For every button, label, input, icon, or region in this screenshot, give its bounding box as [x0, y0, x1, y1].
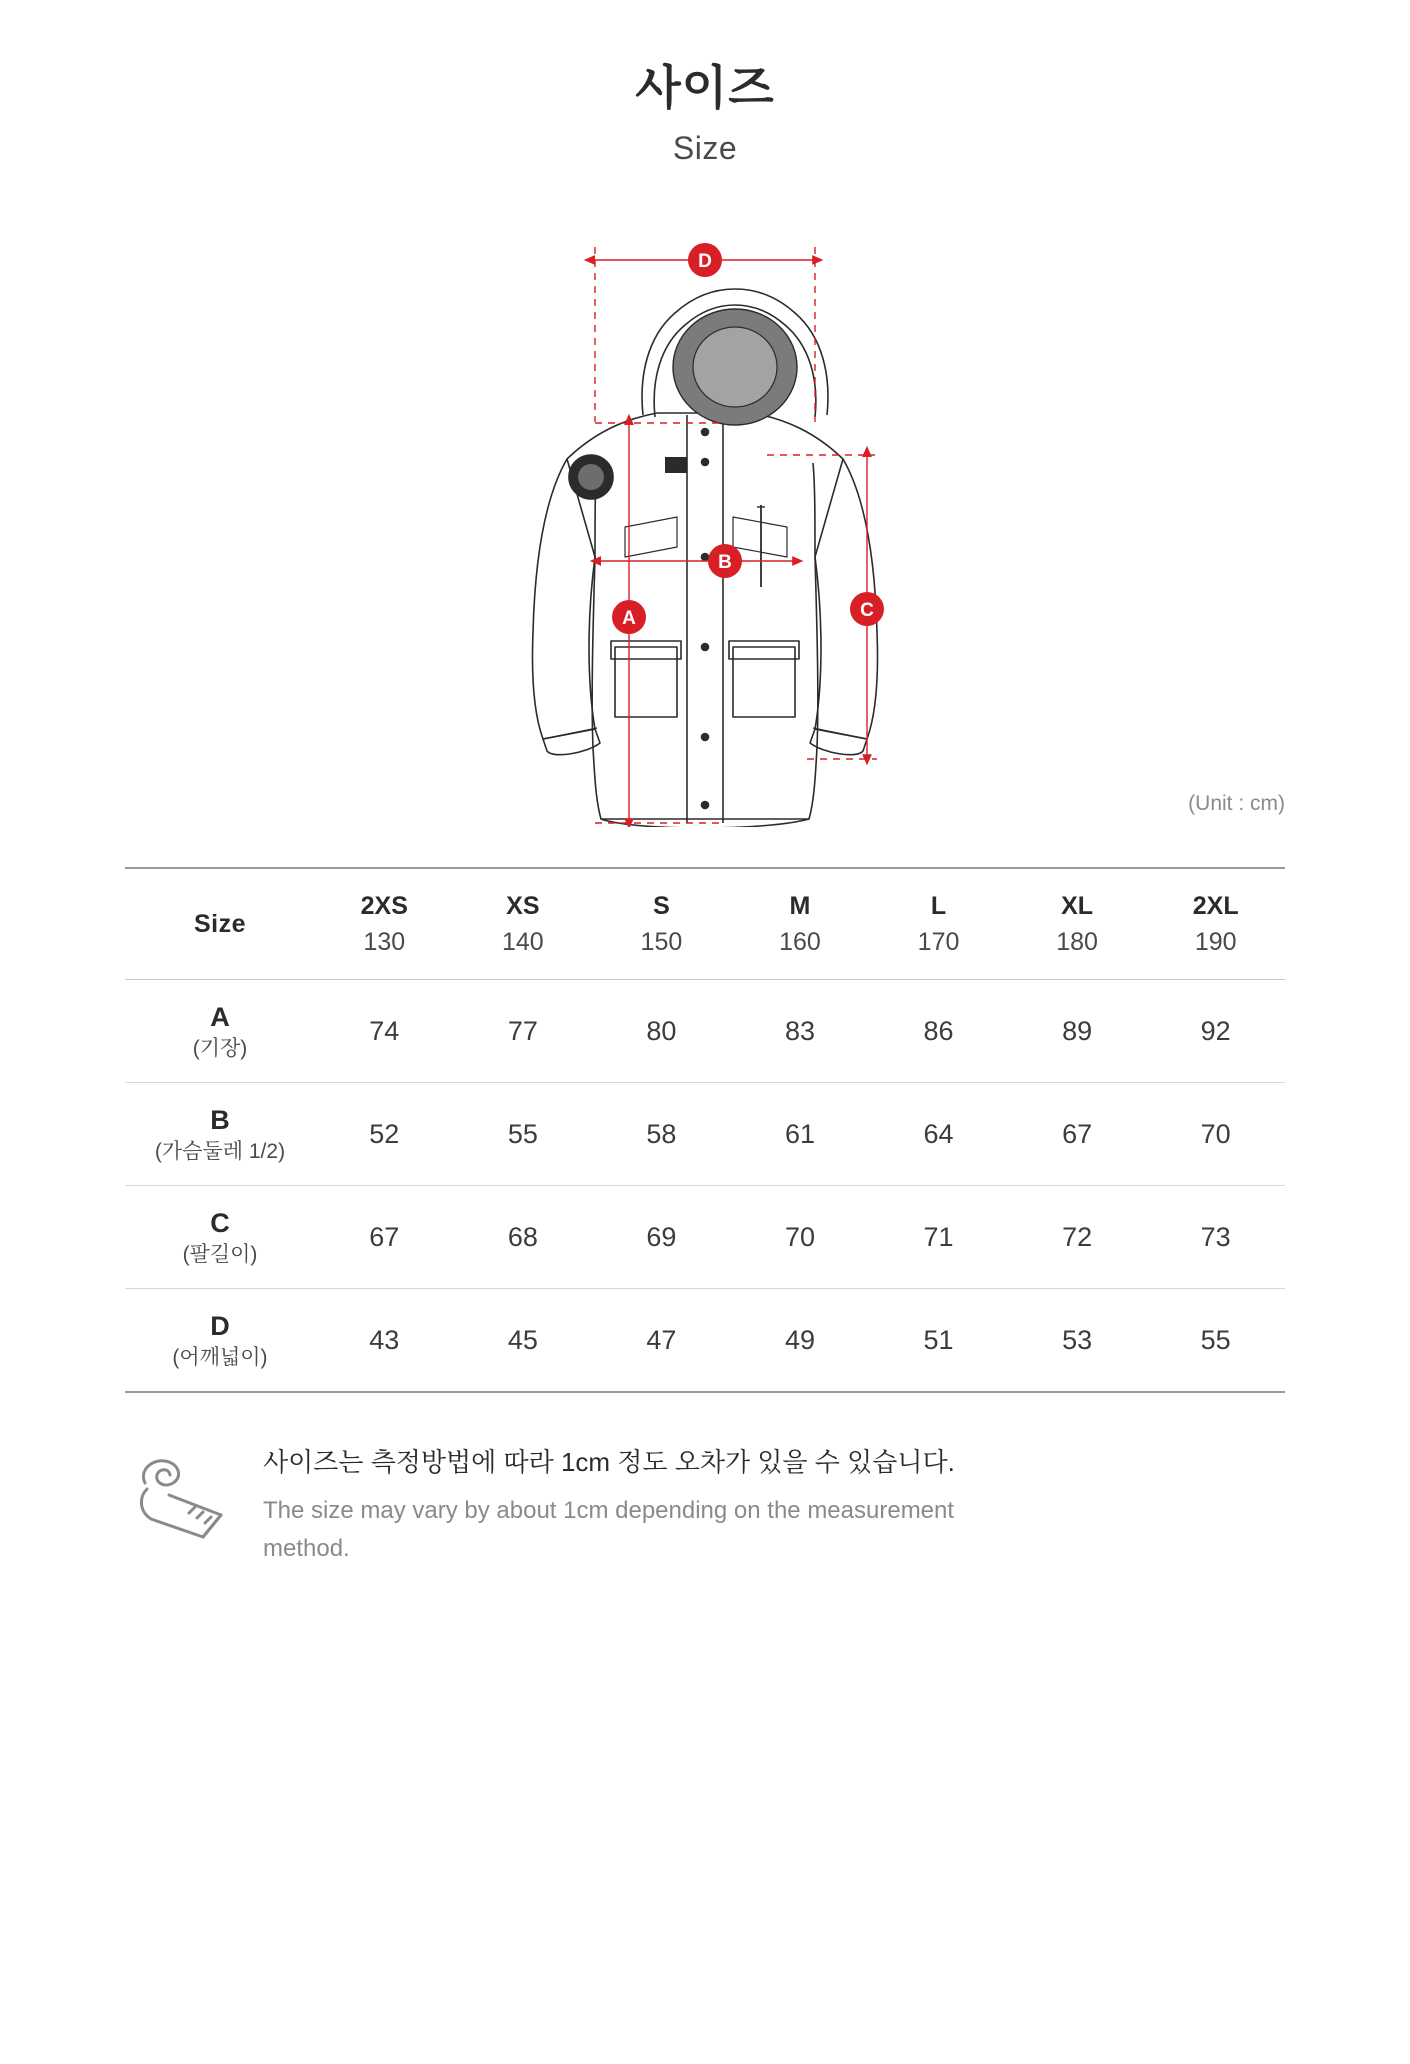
cell-b-5: 67	[1008, 1083, 1147, 1186]
jacket-outline	[532, 289, 877, 827]
cell-c-2: 69	[592, 1186, 731, 1289]
parka-diagram-svg	[295, 227, 1115, 827]
table-header-col-2	[592, 868, 731, 980]
cell-d-0: 43	[315, 1289, 454, 1393]
row-code-a: A	[210, 1001, 230, 1032]
size-table	[125, 867, 1285, 1393]
footer-text	[263, 1441, 983, 1566]
size-number-2: 150	[640, 928, 683, 957]
cell-a-4: 86	[869, 980, 1008, 1083]
row-code-c: C	[210, 1207, 230, 1238]
cell-d-6: 55	[1146, 1289, 1285, 1393]
row-code-d: D	[210, 1310, 230, 1341]
marker-a-label: A	[622, 608, 636, 630]
cell-b-0: 52	[315, 1083, 454, 1186]
page-title-en: Size	[672, 130, 738, 167]
cell-c-6: 73	[1146, 1186, 1285, 1289]
note-ko: 사이즈는 측정방법에 따라 1cm 정도 오차가 있을 수 있습니다.	[263, 1447, 955, 1478]
cell-a-5: 89	[1008, 980, 1147, 1083]
row-name-d: (어깨넓이)	[172, 1345, 268, 1369]
table-header-col-4	[869, 868, 1008, 980]
size-label-4: L	[930, 892, 947, 921]
cell-b-2: 58	[592, 1083, 731, 1186]
size-label-1: XS	[506, 892, 540, 921]
row-label-d	[125, 1289, 315, 1393]
size-table-wrap	[125, 867, 1285, 1393]
marker-b-label: B	[718, 552, 732, 574]
cell-a-6: 92	[1146, 980, 1285, 1083]
size-number-3: 160	[779, 928, 821, 957]
table-row	[125, 1289, 1285, 1393]
cell-a-1: 77	[454, 980, 593, 1083]
cell-a-0: 74	[315, 980, 454, 1083]
size-number-4: 170	[917, 928, 960, 957]
garment-illustration	[0, 227, 1410, 827]
table-row	[125, 980, 1285, 1083]
row-label-a	[125, 980, 315, 1083]
cell-d-2: 47	[592, 1289, 731, 1393]
size-number-5: 180	[1056, 928, 1098, 957]
cell-c-5: 72	[1008, 1186, 1147, 1289]
size-label-6: 2XL	[1192, 892, 1239, 921]
cell-b-1: 55	[454, 1083, 593, 1186]
cell-c-1: 68	[454, 1186, 593, 1289]
row-code-b: B	[210, 1104, 230, 1135]
table-row	[125, 1186, 1285, 1289]
size-label-5: XL	[1061, 892, 1094, 921]
row-label-b	[125, 1083, 315, 1186]
row-name-a: (기장)	[192, 1036, 248, 1060]
cell-d-3: 49	[731, 1289, 870, 1393]
row-name-b: (가슴둘레 1/2)	[154, 1139, 286, 1163]
footer-note	[125, 1441, 1285, 1566]
unit-note: (Unit : cm)	[1188, 792, 1285, 816]
page-title-ko: 사이즈	[635, 61, 775, 114]
size-label-2: S	[653, 892, 670, 921]
size-number-0: 130	[363, 928, 406, 957]
table-header-row	[125, 868, 1285, 980]
marker-c-label: C	[860, 600, 874, 622]
table-header-col-3	[731, 868, 870, 980]
size-number-6: 190	[1194, 928, 1237, 957]
cell-a-2: 80	[592, 980, 731, 1083]
table-corner-cell	[125, 868, 315, 980]
table-header-col-5	[1008, 868, 1147, 980]
marker-d-label: D	[698, 251, 712, 273]
cell-d-1: 45	[454, 1289, 593, 1393]
measure-markers	[612, 243, 884, 634]
table-corner-label: Size	[193, 909, 247, 938]
cell-b-6: 70	[1146, 1083, 1285, 1186]
cell-c-4: 71	[869, 1186, 1008, 1289]
size-number-1: 140	[501, 928, 544, 957]
note-en: The size may vary by about 1cm depending on the measurement method.	[263, 1497, 955, 1562]
page-header	[0, 0, 1410, 167]
cell-b-3: 61	[731, 1083, 870, 1186]
cell-c-3: 70	[731, 1186, 870, 1289]
cell-d-5: 53	[1008, 1289, 1147, 1393]
table-header-col-1	[454, 868, 593, 980]
cell-c-0: 67	[315, 1186, 454, 1289]
size-label-0: 2XS	[360, 892, 408, 921]
table-row	[125, 1083, 1285, 1186]
row-label-c	[125, 1186, 315, 1289]
measuring-tape-icon	[125, 1441, 235, 1544]
table-header-col-6	[1146, 868, 1285, 980]
cell-a-3: 83	[731, 980, 870, 1083]
row-name-c: (팔길이)	[182, 1242, 258, 1266]
cell-b-4: 64	[869, 1083, 1008, 1186]
size-label-3: M	[789, 892, 811, 921]
cell-d-4: 51	[869, 1289, 1008, 1393]
table-header-col-0	[315, 868, 454, 980]
